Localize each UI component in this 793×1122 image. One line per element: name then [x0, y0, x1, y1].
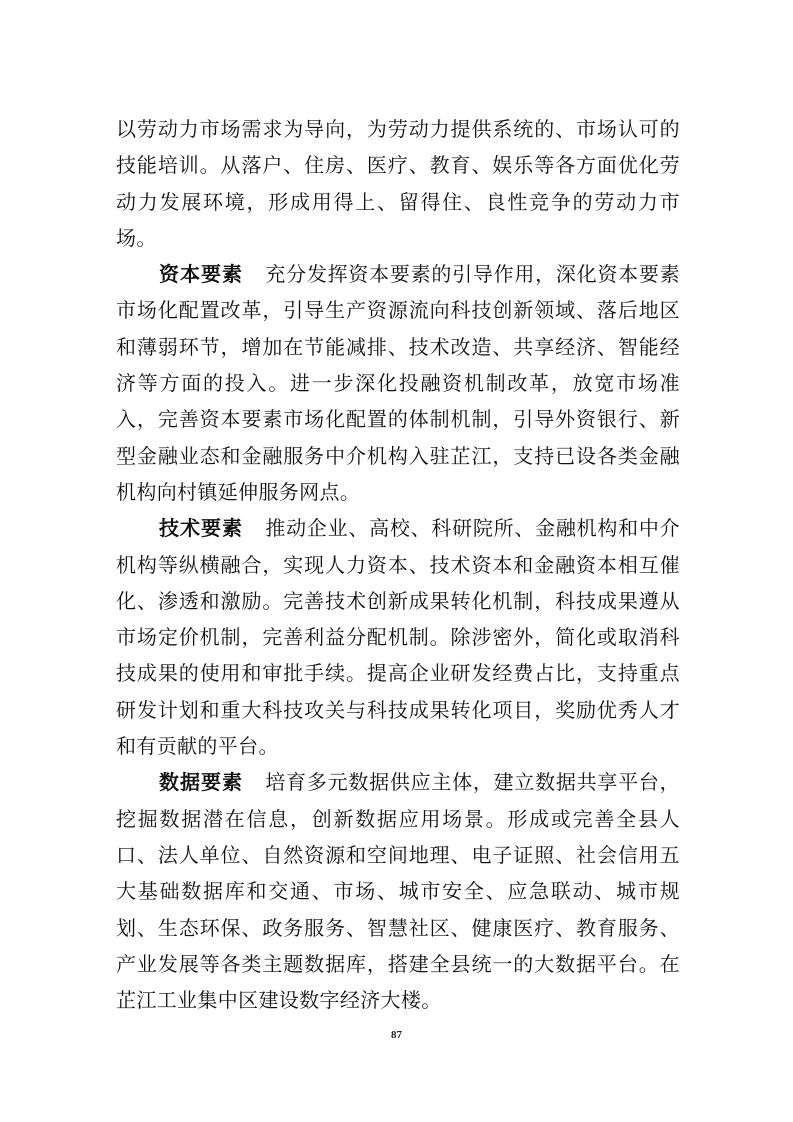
paragraph-technology-factor: [116, 510, 680, 764]
paragraph-labor-continued: [116, 111, 680, 256]
paragraph-text: 充分发挥资本要素的引导作用，深化资本要素市场化配置改革，引导生产资源流向科技创新领域、落后地区和薄弱环节，增加在节能减排、技术改造、共享经济、智能经济等方面的投入。进一步深化投融资机制改革，放宽市场准入，完善资本要素市场化配置的体制机制，引导外资银行、新型金融业态和金融服务中介机构入驻芷江，支持已设各类金融机构向村镇延伸服务网点。: [116, 262, 680, 504]
section-heading-capital: 资本要素: [159, 262, 243, 287]
body-text: [116, 111, 680, 1018]
paragraph-text: 推动企业、高校、科研院所、金融机构和中介机构等纵横融合，实现人力资本、技术资本和金融资本相互催化、渗透和激励。完善技术创新成果转化机制，科技成果遵从市场定价机制，完善利益分配机制。除涉密外，简化或取消科技成果的使用和审批手续。提高企业研发经费占比，支持重点研发计划和重大科技攻关与科技成果转化项目，奖励优秀人才和有贡献的平台。: [116, 516, 680, 759]
paragraph-text: 培育多元数据供应主体，建立数据共享平台，挖掘数据潜在信息，创新数据应用场景。形成或完善全县人口、法人单位、自然资源和空间地理、电子证照、社会信用五大基础数据库和交通、市场、城市安全、应急联动、城市规划、生态环保、政务服务、智慧社区、健康医疗、教育服务、产业发展等各类主题数据库，搭建全县统一的大数据平台。在芷江工业集中区建设数字经济大楼。: [116, 770, 680, 1013]
paragraph-text: 以劳动力市场需求为导向，为劳动力提供系统的、市场认可的技能培训。从落户、住房、医疗、教育、娱乐等各方面优化劳动力发展环境，形成用得上、留得住、良性竞争的劳动力市场。: [116, 117, 680, 250]
paragraph-capital-factor: [116, 256, 680, 510]
paragraph-data-factor: [116, 764, 680, 1018]
page-number: 87: [391, 1029, 402, 1041]
section-heading-technology: 技术要素: [159, 516, 243, 541]
section-heading-data: 数据要素: [159, 770, 243, 795]
